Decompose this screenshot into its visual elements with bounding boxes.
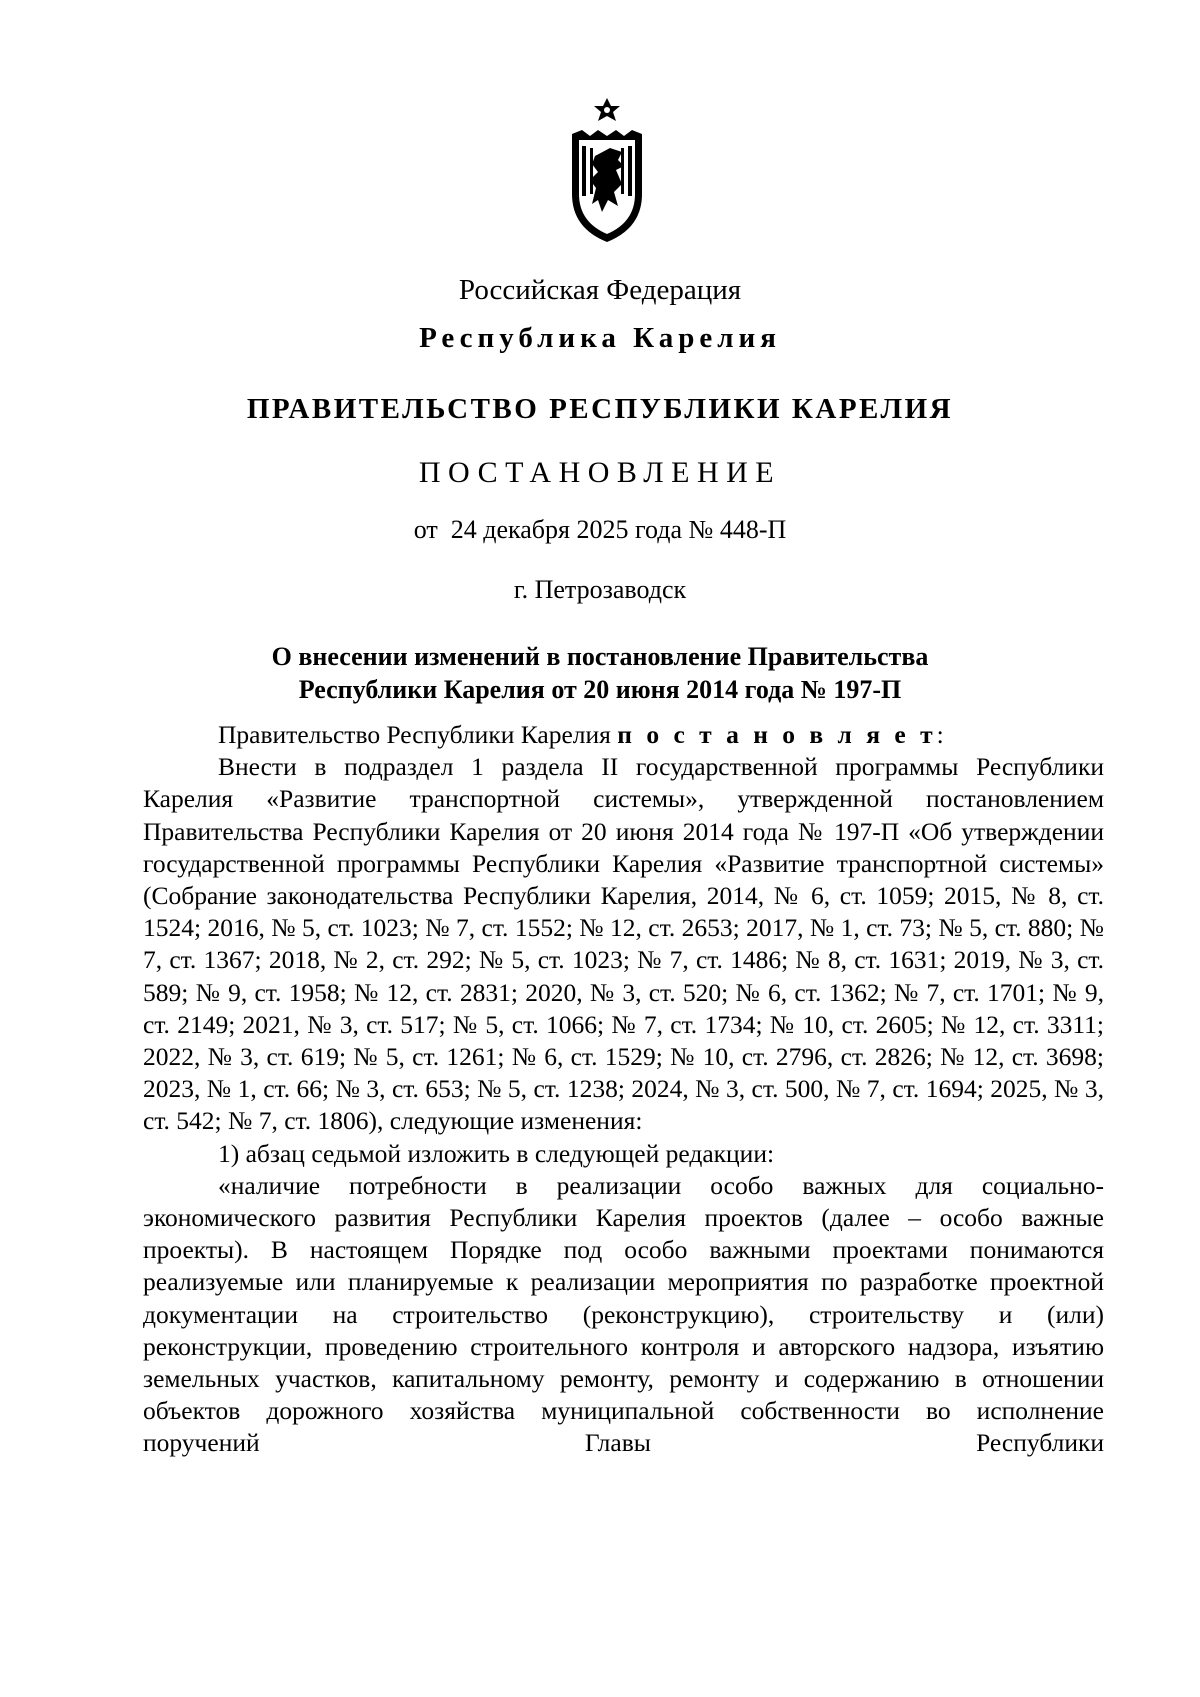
date-number-line: от 24 декабря 2025 года № 448-П: [413, 515, 787, 544]
decree-line: [143, 719, 1104, 751]
paragraph-1: Внести в подраздел 1 раздела II государственной программы Республики Карелия «Развитие транспортной системы», утвержденной постановлением Правительства Республики Карелия от 20 июня 2014 года № 197-П «Об утверждении государственной программы Республики Карелия «Развитие транспортной системы» (Собрание законодательства Республики Карелия, 2014, № 6, ст. 1059; 2015, № 8, ст. 1524; 2016, № 5, ст. 1023; № 7, ст. 1552; № 12, ст. 2653; 2017, № 1, ст. 73; № 5, ст. 880; № 7, ст. 1367; 2018, № 2, ст. 292; № 5, ст. 1023; № 7, ст. 1486; № 8, ст. 1631; 2019, № 3, ст. 589; № 9, ст. 1958; № 12, ст. 2831; 2020, № 3, ст. 520; № 6, ст. 1362; № 7, ст. 1701; № 9, ст. 2149; 2021, № 3, ст. 517; № 5, ст. 1066; № 7, ст. 1734; № 10, ст. 2605; № 12, ст. 3311; 2022, № 3, ст. 619; № 5, ст. 1261; № 6, ст. 1529; № 10, ст. 2796, ст. 2826; № 12, ст. 3698; 2023, № 1, ст. 66; № 3, ст. 653; № 5, ст. 1238; 2024, № 3, ст. 500, № 7, ст. 1694; 2025, № 3, ст. 542; № 7, ст. 1806), следующие изменения:: [143, 752, 1104, 1136]
karelia-coat-of-arms-icon: [562, 96, 652, 246]
decree-colon: :: [936, 720, 944, 749]
government-name: ПРАВИТЕЛЬСТВО РЕСПУБЛИКИ КАРЕЛИЯ: [246, 393, 954, 425]
document-body: [143, 719, 1104, 1460]
title-line-2: Республики Карелия от 20 июня 2014 года № 197-П: [298, 675, 902, 704]
decree-intro: Правительство Республики Карелия: [218, 720, 618, 749]
country-name: Российская Федерация: [458, 274, 742, 306]
city: г. Петрозаводск: [513, 575, 687, 604]
republic-name: Республика Карелия: [419, 322, 781, 354]
decree-verb: п о с т а н о в л я е т: [617, 720, 937, 749]
document-type: ПОСТАНОВЛЕНИЕ: [418, 456, 782, 489]
quote-paragraph: «наличие потребности в реализации особо важных для социально-экономического развития Республики Карелия проектов (далее – особо важные проекты). В настоящем Порядке под особо важными проектами понимаются реализуемые или планируемые к реализации мероприятия по разработке проектной документации на строительство (реконструкцию), строительству и (или) реконструкции, проведению строительного контроля и авторского надзора, изъятию земельных участков, капитальному ремонту, ремонту и содержанию в отношении объектов дорожного хозяйства муниципальной собственности во исполнение поручений Главы Республики: [143, 1170, 1104, 1458]
document-title: [0, 640, 1200, 706]
title-line-1: О внесении изменений в постановление Правительства: [271, 642, 929, 671]
item-1: 1) абзац седьмой изложить в следующей редакции:: [218, 1138, 775, 1168]
